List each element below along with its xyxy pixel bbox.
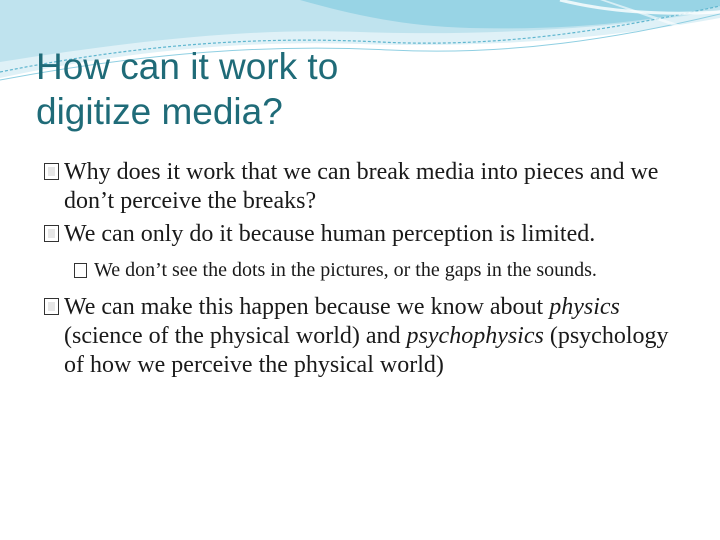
sub-bullet-dots-and-gaps — [44, 257, 694, 283]
term-psychophysics: psychophysics — [406, 323, 544, 349]
term-physics: physics — [549, 294, 620, 320]
bullet-perception-limited — [44, 220, 694, 249]
bullet-text: We can only do it because human perception is limited. — [64, 221, 596, 247]
slide-body — [44, 158, 694, 380]
title-line-2: digitize media? — [36, 91, 283, 132]
bullet-text-outro: (psychology of how we perceive the physical world) — [64, 323, 669, 378]
slide-title — [36, 44, 676, 134]
bullet-marker-icon — [44, 163, 59, 180]
sub-bullet-text: We don’t see the dots in the pictures, or the gaps in the sounds. — [94, 259, 597, 281]
bullet-text-intro: We can make this happen because we know about — [64, 294, 550, 320]
sub-bullet-marker-icon — [74, 263, 87, 278]
bullet-marker-icon — [44, 225, 59, 242]
bullet-text: Why does it work that we can break media into pieces and we don’t perceive the breaks? — [64, 159, 659, 214]
bullet-text-mid: (science of the physical world) and — [64, 323, 407, 349]
bullet-why-it-works — [44, 158, 694, 216]
title-line-1: How can it work to — [36, 46, 339, 87]
bullet-marker-icon — [44, 298, 59, 315]
bullet-physics-psychophysics — [44, 293, 694, 380]
